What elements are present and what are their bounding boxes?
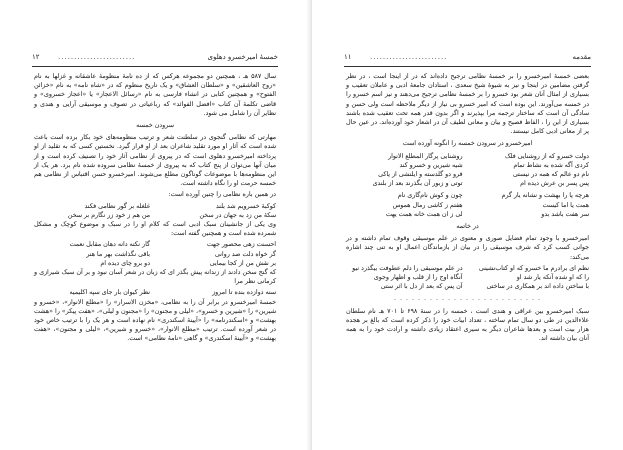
verse-hemistich: کردی آگه شده به نشاط تمام: [513, 161, 589, 169]
paragraph: سال ۵۸۷ هـ ، همچنین دو مجموعه هرکس که از ده نامهٔ منظومهٔ عاشقانه و غزلها به نام «روح العاشقین» و «سلطان العشاق» و یک تاریخ منظوم که در «شاه نامه» به نام «خزائن الفتوح» و همچنین کتابی در انشاء فارسی به نام «رسائل الاعجاز» یا «اعجاز خسروی» و قاضی تکلمهٔ آن کتاب «افضل الفوائد» که رباعیاتی در تصوف و موسیقی آرایی و هندی و نظایر آن را شامل می شود.: [34, 73, 276, 117]
verse-hemistich: نظر کیوان بار جای سپه اکلیمیه: [69, 289, 150, 297]
paragraph: مهارتی که نظامی گنجوی در سلطنت شعر و ترتیب منظومه‌های خود بکار برده است باعث شده است که آثار او مورد تقلید شاعران بعد از او قرار گیرد. نخستین کسی که به تقلید از او پرداخته امیرخسرو دهلوی است که در پیروی از نظامی آثار خود را تصنیف کرده است و از میان آنها می‌توان از پنج کتاب که به پیروی از خمسهٔ نظامی سروده شده نام برد. هر یک از این منظومه‌ها با موضوعات گوناگون مطلع می‌شوند. امیرخسرو حسن اقتباس از نظامی هم خمسه حرمت او را نگاه داشته است.: [34, 134, 276, 188]
section-title: امیرخسرو در سرودن خمسه را انگونه آورده است: [402, 140, 533, 148]
verse-line: [346, 161, 589, 170]
paragraph: سبک امیرخسرو بین عراقی و هندی است ، خمسه را در سنهٔ ۶۹۸ تا ۷۰۱ هـ نام سلطان علاءالدین در طی دو سال تمام ساخته ، تعداد ابیات خود را ذکر کرده است که بالغ بر هجده هزار بیت است و بعدها شاعران دیگر به سیری اعتقاد زیادی داشته و ارادت خود را به همه آنان بیان داشته اند.: [346, 307, 589, 343]
header-rule: [32, 66, 278, 67]
section-title: سرودن خمسه: [136, 122, 174, 130]
verse-line: [346, 179, 589, 188]
verse-line: [346, 210, 589, 219]
verse-hemistich: سر هفت باشد بدو: [541, 210, 589, 218]
verse-line: [346, 152, 589, 161]
verse-hemistich: در علم موسیقی‌ را دلم عطوفت بیگذرد نیو: [352, 264, 463, 272]
header-rule: [344, 66, 591, 67]
verse-hemistich: توتی و زبور آن بگذرند بعد از بلندی: [372, 180, 463, 188]
verse-line: [346, 264, 589, 273]
verse-hemistich: باقی نگذاشت بهر ما هنر: [86, 250, 150, 258]
verse-hemistich: سکهٔ من زد به جهان در سخن: [199, 211, 276, 219]
left-page-body: [34, 72, 276, 346]
verse-hemistich: نام دو عالم که همه در نیستی: [512, 171, 589, 179]
verse-hemistich: روشنایی پرگار المطلع الانوار: [388, 152, 463, 160]
verse-hemistich: هرچه پا را بهشت و نشانه یار گرم: [501, 192, 589, 200]
verse-hemistich: لی ز ان همت خانه همت یهت: [385, 210, 463, 218]
verse-hemistich: بر نقش من از کجا بیمایی: [209, 259, 276, 267]
right-page: [312, 0, 623, 450]
verse-hemistich: کوکبهٔ خسرویم شد بلند: [215, 202, 276, 210]
header-dots: ........................: [370, 53, 448, 61]
right-page-header: [344, 53, 591, 65]
paragraph: خمسهٔ امیرخسرو در برابر آن را به نظامی، «مخزن الاسرار» را «مطلع الانوار»، «خسرو و شیرین» را «شیرین و خسرو»، «لیلی و مجنون» را «مجنون و لیلی»، «هفت پیکر» را «هشت بهشت» و «اسکندرنامه» را «آیینهٔ اسکندری» نام نهاده است و هر یک را با ترتیب خاص خود در شعر آورده است. ترتیب «مطلع الانوار»، «خسرو و شیرین»، «لیلی و مجنون»، «هفت بهشت» و «آیینهٔ اسکندری» و گاهی «نامهٔ نظامی» است.: [34, 298, 276, 343]
verse-hemistich: نظم‌ ای‌ برادرم ما خسرو که او کتاب‌نشینی: [478, 264, 589, 272]
verse-line: [34, 202, 276, 211]
verse-hemistich: آن پس که بعد از دل با اثر ستی: [380, 283, 463, 291]
verse-hemistich: هفتم ز کاشی رمال هموس: [392, 201, 463, 209]
verse-hemistich: آنگاه اوج را از قلب و اظهار وجوی: [373, 274, 463, 282]
paragraph: بعضی خمسهٔ امیرخسرو را بر خمسهٔ نظامی ترجیح داده‌اند که در از اینجا است ، در نظر گرفتن مضامین در اینجا و نیز به شیوهٔ شیخ سعدی ، استادان جامعهٔ ادبی و عاملان تعقیب و بسیاری از امثال آنان شعر بود خسرو را بر خمسهٔ نظامی ترجیح می‌دهند و نیز اسم خسرو را در خمسه می‌آورند. این بوده است که امیر خسرو بی نیاز از دیگر ملاحظه است ولی حسن و سادگی آن است که ساختار ترجمه مرا بپذیرند و اگر بدون قدر همه تحت تعقیب شده باشند بسیاری از این را ، الفاظ فصیح و بیان و معانی لطیف آن در اشعار خود آورده‌اند. در عین حال پر از معانی ادبی کامل نیستند.: [346, 73, 589, 136]
right-page-body: [346, 72, 589, 345]
verse-hemistich: فرو دو گلدسته و ایلنشی از یاکی: [378, 171, 463, 179]
verse-hemistich: من هم ز خود زر نگارم بر سخن: [67, 211, 150, 219]
verse-line: [346, 201, 589, 210]
verse-line: [34, 211, 276, 220]
paragraph: در همین باره نظامی را چنین آورده است:: [168, 191, 276, 199]
verse-hemistich: چون و کوش نام‌گاری نام: [397, 192, 463, 200]
header-dots: ........................: [58, 53, 136, 61]
paragraph: وی یکی از جانشینان سبک ادبی است که کلام او را در سبک و موضوع کوچک و مشکل شمرده شده است و همچنین گفته است:: [34, 221, 276, 238]
verse-line: [34, 259, 276, 268]
left-page: [0, 0, 311, 450]
running-title: مقدمه: [572, 53, 591, 61]
verse-hemistich: دو برو چای دیده ام: [100, 259, 150, 267]
running-title: خمسهٔ امیرخسرو دهلوی: [207, 53, 278, 61]
verse-hemistich: غلغله بر گور نظامی فکند: [84, 202, 150, 210]
page-number: ۱۱: [344, 53, 352, 61]
verse-line: [34, 250, 276, 259]
left-page-header: [32, 53, 278, 65]
verse-hemistich: با ساختن داده اند بر همکاری در ساختی: [486, 283, 589, 291]
verse-line: [346, 282, 589, 291]
verse-line: [34, 240, 276, 249]
section-title: در خاتمه: [456, 223, 479, 231]
paragraph: که گنج سخن دادند از زندانه پیش بگذر ای که زبان در شعر آسان نبود و بر آن سبک شیرازی و کرمانی نظر مرا: [34, 269, 276, 286]
verse-line: [346, 170, 589, 179]
verse-line: [346, 273, 589, 282]
verse-hemistich: شیه شیرین و خسرو کند: [399, 161, 463, 169]
verse-hemistich: همت یا اما کیست: [542, 201, 589, 209]
verse-hemistich: احسنت زهی محصور جهت: [206, 241, 276, 249]
verse-hemistich: دولت خسرو که از روشنایی فلک: [504, 152, 589, 160]
verse-hemistich: پس پسر بن عرش دیده ام: [520, 180, 589, 188]
paragraph: امیرخسرو با وجود تمام فضایل صوری و معنوی در علم موسیقی وقوف تمام داشته و در جوانی کسب کرد که شرف موسیقی را در بیان از بازماندگان اعمال او به تنی چند اشاره می‌کند:: [346, 235, 589, 261]
page-number: ۱۲: [32, 53, 40, 61]
verse-hemistich: سنه دوازده بنده تا امروز: [212, 289, 276, 297]
verse-line: [346, 191, 589, 200]
verse-hemistich: گر خواه دلت صد روانی: [214, 250, 276, 258]
section-separator: . . . . . . . . . . . . . . . . . . . . . . . . .: [393, 295, 542, 303]
verse-hemistich: گار نکته دانه دهان مقابل نعمت: [69, 241, 150, 249]
verse-line: [34, 288, 276, 297]
verse-hemistich: را که او شده آنکه یار شد او: [516, 274, 589, 282]
